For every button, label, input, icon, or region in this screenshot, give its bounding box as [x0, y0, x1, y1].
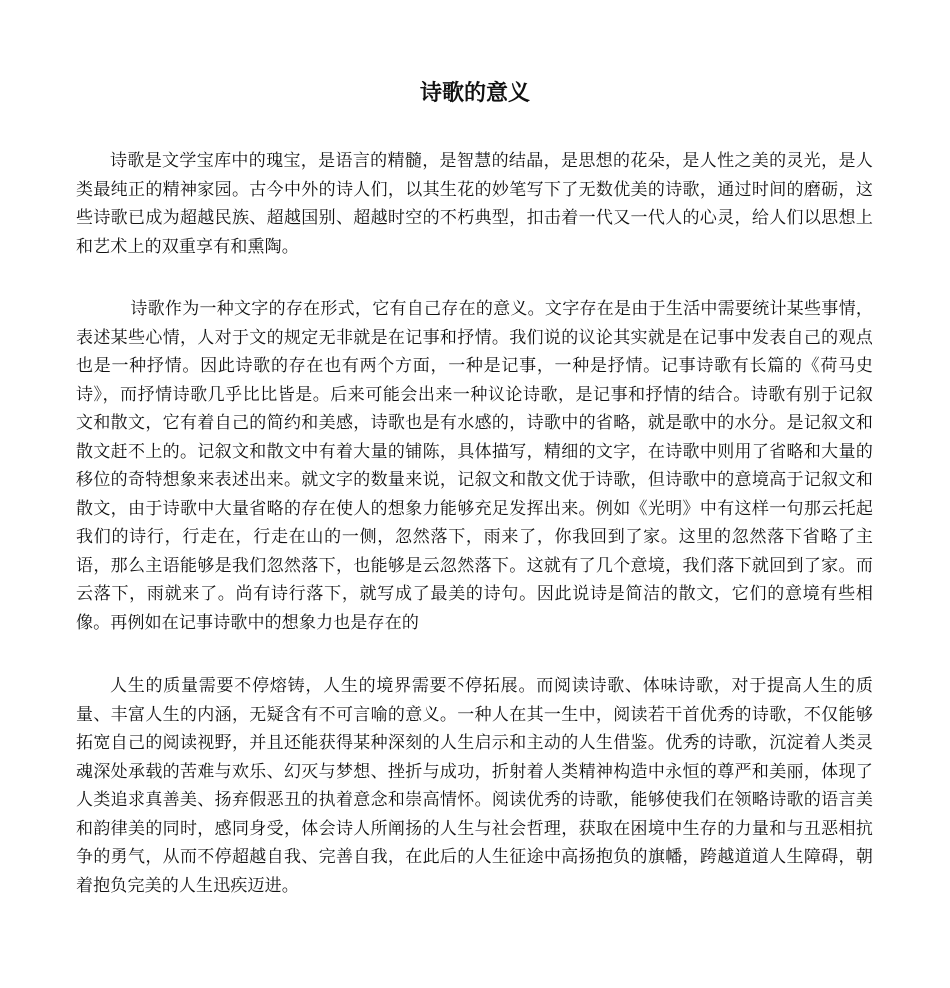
- paragraph-3: 人生的质量需要不停熔铸，人生的境界需要不停拓展。而阅读诗歌、体味诗歌，对于提高人生的质量、丰富人生的内涵，无疑含有不可言喻的意义。一种人在其一生中，阅读若干首优秀的诗歌，不仅能够拓宽自己的阅读视野，并且还能获得某种深刻的人生启示和主动的人生借鉴。优秀的诗歌，沉淀着人类灵魂深处承载的苦难与欢乐、幻灭与梦想、挫折与成功，折射着人类精神构造中永恒的尊严和美丽，体现了人类追求真善美、扬弃假恶丑的执着意念和崇高情怀。阅读优秀的诗歌，能够使我们在领略诗歌的语言美和韵律美的同时，感同身受，体会诗人所阐扬的人生与社会哲理，获取在困境中生存的力量和与丑恶相抗争的勇气，从而不停超越自我、完善自我，在此后的人生征途中高扬抱负的旗幡，跨越道道人生障碍，朝着抱负完美的人生迅疾迈进。: [76, 676, 873, 896]
- paragraph-1: 诗歌是文学宝库中的瑰宝，是语言的精髓，是智慧的结晶，是思想的花朵，是人性之美的灵光，是人类最纯正的精神家园。古今中外的诗人们，以其生花的妙笔写下了无数优美的诗歌，通过时间的磨砺，这些诗歌已成为超越民族、超越国别、超越时空的不朽典型，扣击着一代又一代人的心灵，给人们以思想上和艺术上的双重享有和熏陶。: [76, 151, 873, 257]
- page-title: 诗歌的意义: [419, 81, 530, 106]
- paragraph-2: 诗歌作为一种文字的存在形式，它有自己存在的意义。文字存在是由于生活中需要统计某些事情，表述某些心情，人对于文的规定无非就是在记事和抒情。我们说的议论其实就是在记事中发表自己的观点也是一种抒情。因此诗歌的存在也有两个方面，一种是记事，一种是抒情。记事诗歌有长篇的《荷马史诗》，而抒情诗歌几乎比比皆是。后来可能会出来一种议论诗歌，是记事和抒情的结合。诗歌有别于记叙文和散文，它有着自己的简约和美感，诗歌也是有水感的，诗歌中的省略，就是歌中的水分。是记叙文和散文赶不上的。记叙文和散文中有着大量的铺陈，具体描写，精细的文字，在诗歌中则用了省略和大量的移位的奇特想象来表述出来。就文字的数量来说，记叙文和散文优于诗歌，但诗歌中的意境高于记叙文和散文，由于诗歌中大量省略的存在使人的想象力能够充足发挥出来。例如《光明》中有这样一句那云托起我们的诗行，行走在，行走在山的一侧，忽然落下，雨来了，你我回到了家。这里的忽然落下省略了主语，那么主语能够是我们忽然落下，也能够是云忽然落下。这就有了几个意境，我们落下就回到了家。而云落下，雨就来了。尚有诗行落下，就写成了最美的诗句。因此说诗是简洁的散文，它们的意境有些相像。再例如在记事诗歌中的想象力也是存在的: [76, 299, 873, 633]
